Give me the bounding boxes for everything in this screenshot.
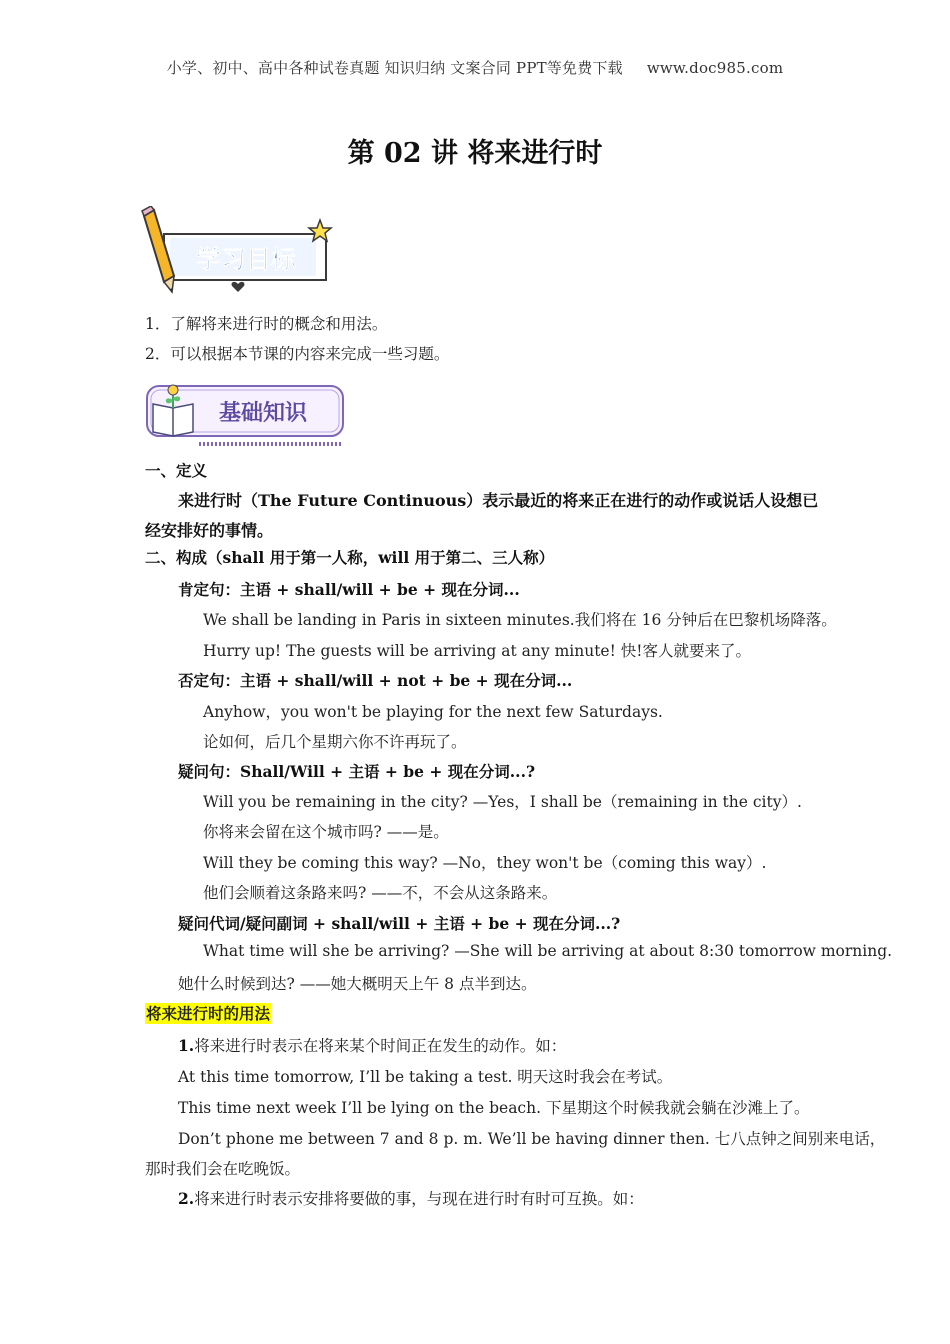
header-text: 小学、初中、高中各种试卷真题 知识归纳 文案合同 PPT等免费下载 xyxy=(166,59,623,77)
negative-label: 否定句：主语 + shall/will + not + be + 现在分词... xyxy=(178,671,573,690)
page-header xyxy=(0,57,950,78)
example-sentence: This time next week I’ll be lying on the beach. 下星期这个时候我就会躺在沙滩上了。 xyxy=(178,1099,810,1117)
definition-text-line2: 经安排好的事情。 xyxy=(145,521,274,540)
learning-goals-label: 学习目标 xyxy=(195,245,297,274)
point-text: 将来进行时表示在将来某个时间正在发生的动作。如： xyxy=(194,1037,567,1055)
learning-goals-badge xyxy=(140,206,336,296)
point-number: 2. xyxy=(178,1189,195,1208)
wh-question-label: 疑问代词/疑问副词 + shall/will + 主语 + be + 现在分词...? xyxy=(178,914,621,933)
example-translation: 他们会顺着这条路来吗? ——不，不会从这条路来。 xyxy=(203,884,558,902)
example-sentence: Don’t phone me between 7 and 8 p. m. We’ll be having dinner then. 七八点钟之间别来电话， xyxy=(178,1130,886,1148)
structure-heading: 二、构成（shall 用于第一人称，will 用于第二、三人称） xyxy=(145,548,555,567)
example-translation: 论如何，后几个星期六你不许再玩了。 xyxy=(203,733,467,751)
example-translation: 她什么时候到达? ——她大概明天上午 8 点半到达。 xyxy=(178,975,537,993)
example-translation: 你将来会留在这个城市吗? ——是。 xyxy=(203,823,449,841)
header-url[interactable]: www.doc985.com xyxy=(646,59,784,77)
example-sentence: At this time tomorrow, I’ll be taking a test. 明天这时我会在考试。 xyxy=(178,1068,673,1086)
example-sentence-cont: 那时我们会在吃晚饭。 xyxy=(145,1160,301,1178)
page-title: 第 02 讲 将来进行时 xyxy=(347,138,603,169)
usage-heading xyxy=(145,1002,271,1024)
example-sentence: What time will she be arriving? —She will be arriving at about 8:30 tomorrow morning. xyxy=(203,942,893,960)
basic-knowledge-badge xyxy=(143,382,349,452)
basic-knowledge-label: 基础知识 xyxy=(218,401,308,426)
usage-point-2 xyxy=(178,1187,644,1209)
usage-point-1 xyxy=(178,1034,566,1056)
question-label: 疑问句：Shall/Will + 主语 + be + 现在分词...? xyxy=(178,762,536,781)
example-sentence: Anyhow，you won't be playing for the next few Saturdays. xyxy=(203,703,663,721)
affirmative-label: 肯定句：主语 + shall/will + be + 现在分词... xyxy=(178,580,520,599)
goal-item: 1．了解将来进行时的概念和用法。 xyxy=(145,315,388,333)
point-number: 1. xyxy=(178,1036,195,1055)
heart-icon xyxy=(232,282,245,292)
example-sentence: Will they be coming this way? —No，they won't be（coming this way）. xyxy=(203,854,767,872)
definition-heading: 一、定义 xyxy=(145,461,208,480)
usage-heading-text: 将来进行时的用法 xyxy=(146,1004,271,1023)
definition-text-line1: 来进行时（The Future Continuous）表示最近的将来正在进行的动作或说话人设想已 xyxy=(178,491,819,510)
point-text: 将来进行时表示安排将要做的事，与现在进行时有时可互换。如： xyxy=(194,1190,644,1208)
example-sentence: Hurry up! The guests will be arriving at any minute! 快!客人就要来了。 xyxy=(203,642,751,660)
example-sentence: We shall be landing in Paris in sixteen minutes.我们将在 16 分钟后在巴黎机场降落。 xyxy=(203,611,837,629)
goal-item: 2．可以根据本节课的内容来完成一些习题。 xyxy=(145,345,450,363)
example-sentence: Will you be remaining in the city? —Yes，I shall be（remaining in the city）. xyxy=(203,793,802,811)
